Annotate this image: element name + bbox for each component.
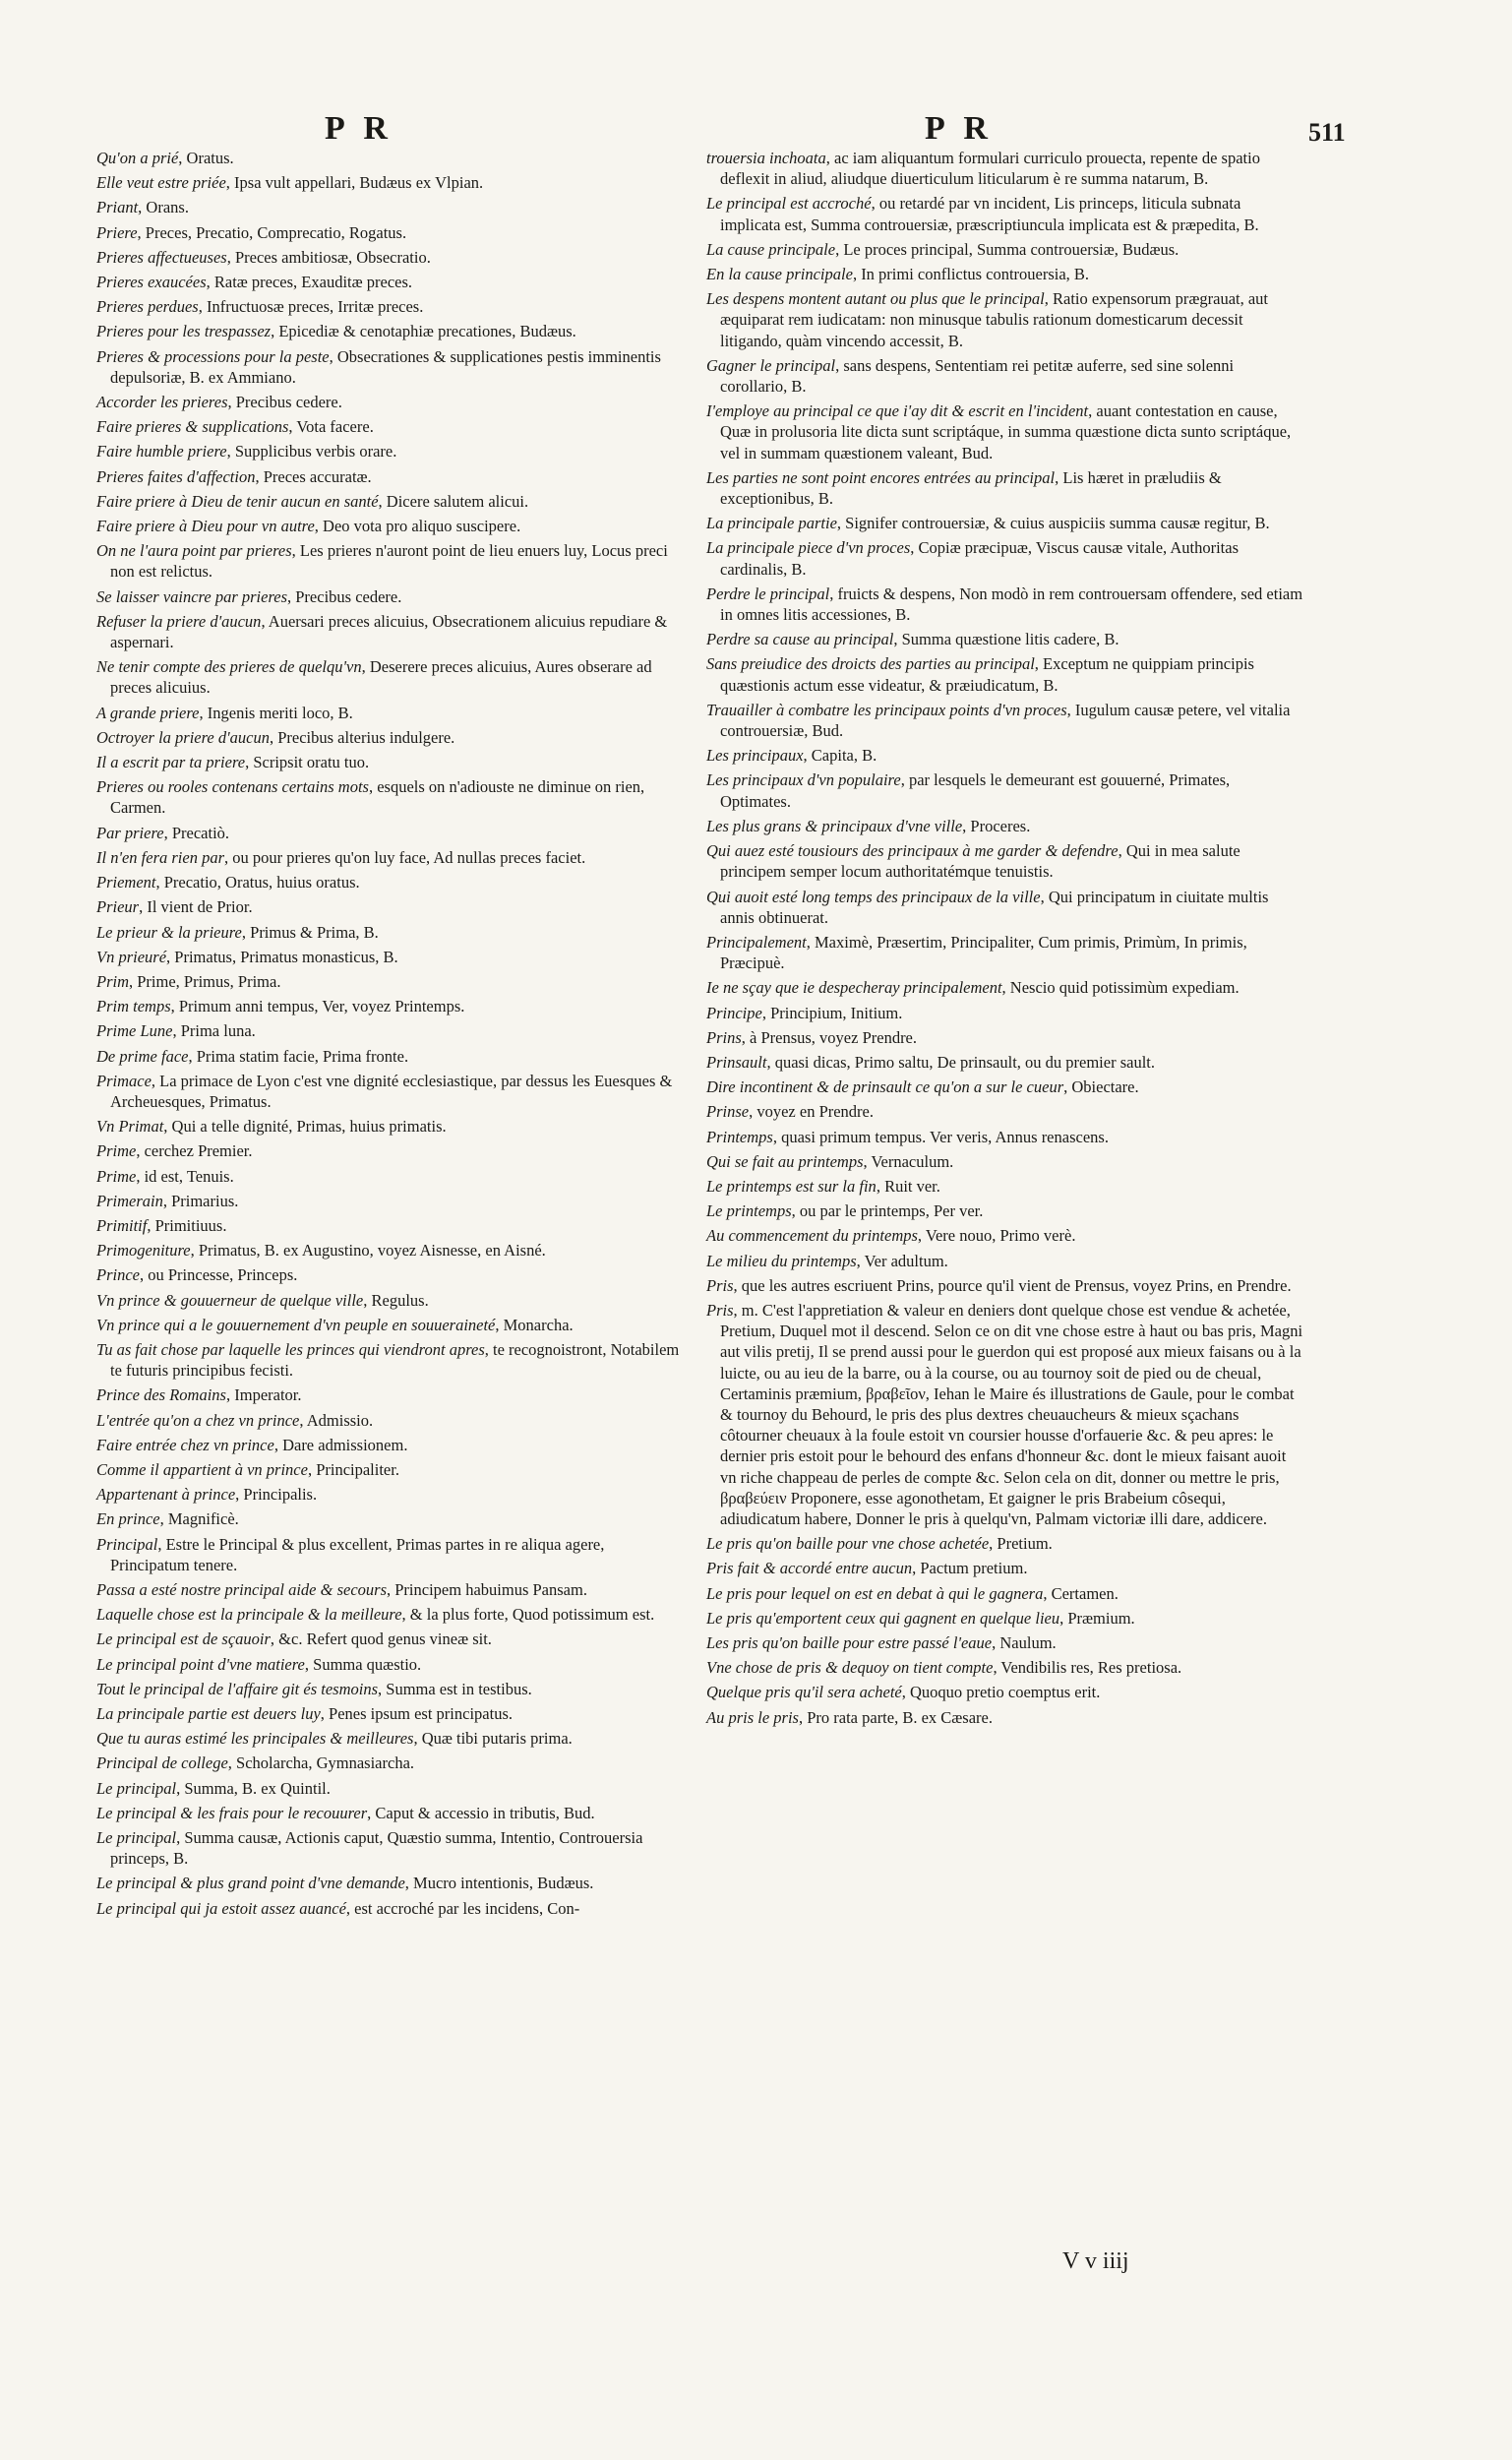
dictionary-entry: Perdre sa cause au principal, Summa quæstione litis cadere, B. [706, 630, 1119, 649]
dictionary-entry: Les parties ne sont point encores entrées au principal, Lis hæret in præludiis & exceptionibus, B. [706, 467, 1222, 509]
dictionary-entry: Le pris pour lequel on est en debat à qui le gagnera, Certamen. [706, 1583, 1119, 1603]
dictionary-entry: Prins, à Prensus, voyez Prendre. [706, 1027, 918, 1047]
dictionary-entry: Les principaux, Capita, B. [706, 746, 877, 766]
dictionary-entry: Tu as fait chose par laquelle les princes qui viendront apres, te recognoistront, Notabilem te futuris principibus fecisti. [96, 1339, 680, 1381]
dictionary-entry: Laquelle chose est la principale & la meilleure, & la plus forte, Quod potissimum est. [96, 1605, 655, 1625]
dictionary-entry: Priement, Precatio, Oratus, huius oratus. [96, 873, 360, 892]
dictionary-entry: Dire incontinent & de prinsault ce qu'on a sur le cueur, Obiectare. [706, 1077, 1139, 1097]
dictionary-entry: Ne tenir compte des prieres de quelqu'vn, Deserere preces alicuius, Aures obserare ad preces alicuius. [96, 657, 652, 698]
dictionary-entry: Primitif, Primitiuus. [96, 1215, 227, 1235]
dictionary-entry: Par priere, Precatiò. [96, 823, 230, 842]
dictionary-entry: Vn prieuré, Primatus, Primatus monasticus, B. [96, 947, 398, 966]
dictionary-entry: Le pris qu'emportent ceux qui gagnent en quelque lieu, Præmium. [706, 1608, 1135, 1628]
dictionary-entry: Prime Lune, Prima luna. [96, 1021, 256, 1041]
left-column [96, 148, 685, 1923]
dictionary-entry: Faire priere à Dieu pour vn autre, Deo vota pro aliquo suscipere. [96, 517, 521, 536]
dictionary-entry: Primerain, Primarius. [96, 1191, 239, 1210]
page-number: 511 [1308, 118, 1346, 147]
dictionary-entry: Vne chose de pris & dequoy on tient compte, Vendibilis res, Res pretiosa. [706, 1658, 1182, 1678]
dictionary-entry: Qu'on a prié, Oratus. [96, 149, 234, 167]
dictionary-entry: Il a escrit par ta priere, Scripsit oratu tuo. [96, 753, 370, 772]
dictionary-entry: Pris, m. C'est l'appretiation & valeur en deniers dont quelque chose est vendue & achetée, Pretium, Duquel mot il descend. Selon ce on dit vne chose estre à haut ou bas pris, Magni aut vilis pretij, Il se prend aussi pour le guerdon qui est proposé aux mieux faisans ou à la luicte, ou au ieu de la barre, ou à la course, ou au tournoy soit de pied ou de cheual, Certaminis præmium, βραβεῖον, Iehan le Maire és illustrations de Gaule, pour le combat & tournoy du Behourd, le pris des plus dextres cheuaucheurs & mieux sçachans côtourner cheuaux à la foule estoit vn coursier housse d'orfauerie &c. & peu apres: le dernier pris estoit pour le behourd des enfans d'honneur &c. dont le mieux faisant auoit vn riche chappeau de perles de compte &c. Selon cela on dit, donner ou mettre le pris, βραβεύειν Proponere, esse agonothetam, Et gaigner le pris Brabeium côsequi, adiudicatum habere, Donner le pris à quelqu'vn, Palmam victoriæ illi dare, addicere. [706, 1300, 1303, 1528]
dictionary-entry: Octroyer la priere d'aucun, Precibus alterius indulgere. [96, 727, 455, 747]
dictionary-entry: Gagner le principal, sans despens, Sententiam rei petitæ auferre, sed sine solenni corollario, B. [706, 355, 1235, 397]
running-head-right: P R [925, 110, 994, 147]
dictionary-entry: Les plus grans & principaux d'vne ville, Proceres. [706, 816, 1031, 835]
dictionary-entry: Principal, Estre le Principal & plus excellent, Primas partes in re aliqua agere, Principatum tenere. [96, 1534, 605, 1574]
dictionary-entry: Le printemps, ou par le printemps, Per ver. [706, 1201, 984, 1221]
dictionary-entry: Le pris qu'on baille pour vne chose achetée, Pretium. [706, 1534, 1053, 1554]
dictionary-entry: trouersia inchoata, ac iam aliquantum formulari curriculo prouecta, repente de spatio deflexit in aliud, aliudque diuerticulum liticularum è re summa natarum, B. [706, 149, 1260, 189]
dictionary-entry: Prinse, voyez en Prendre. [706, 1102, 875, 1122]
dictionary-entry: Prince, ou Princesse, Princeps. [96, 1265, 298, 1285]
dictionary-entry: Tout le principal de l'affaire git és tesmoins, Summa est in testibus. [96, 1679, 532, 1698]
dictionary-entry: Priere, Preces, Precatio, Comprecatio, Rogatus. [96, 222, 407, 242]
dictionary-entry: Le principal & les frais pour le recouurer, Caput & accessio in tributis, Bud. [96, 1803, 595, 1822]
dictionary-entry: Prim temps, Primum anni tempus, Ver, voyez Printemps. [96, 997, 465, 1016]
signature-mark: V v iiij [1062, 2248, 1129, 2274]
dictionary-entry: Pris, que les autres escriuent Prins, pource qu'il vient de Prensus, voyez Prins, en Prendre. [706, 1275, 1292, 1295]
right-column [706, 148, 1304, 1732]
dictionary-entry: Faire humble priere, Supplicibus verbis orare. [96, 442, 397, 461]
dictionary-entry: Faire priere à Dieu de tenir aucun en santé, Dicere salutem alicui. [96, 491, 529, 511]
dictionary-entry: Prieres ou rooles contenans certains mots, esquels on n'adiouste ne diminue on rien, Carmen. [96, 777, 645, 818]
dictionary-entry: Principal de college, Scholarcha, Gymnasiarcha. [96, 1753, 415, 1773]
dictionary-entry: Refuser la priere d'aucun, Auersari preces alicuius, Obsecrationem alicuius repudiare & aspernari. [96, 611, 668, 652]
dictionary-entry: Pris fait & accordé entre aucun, Pactum pretium. [706, 1559, 1028, 1578]
dictionary-entry: Prinsault, quasi dicas, Primo saltu, De prinsault, ou du premier sault. [706, 1052, 1155, 1072]
dictionary-entry: Les pris qu'on baille pour estre passé l'eaue, Naulum. [706, 1633, 1057, 1652]
dictionary-entry: Trauailler à combatre les principaux points d'vn proces, Iugulum causæ petere, vel vitalia controuersiæ, Bud. [706, 700, 1291, 741]
dictionary-entry: Le principal est de sçauoir, &c. Refert quod genus vineæ sit. [96, 1630, 492, 1649]
dictionary-entry: Comme il appartient à vn prince, Principaliter. [96, 1459, 399, 1479]
dictionary-entry: Prieres faites d'affection, Preces accuratæ. [96, 466, 372, 486]
dictionary-entry: Prime, cerchez Premier. [96, 1141, 253, 1161]
dictionary-entry: La cause principale, Le proces principal, Summa controuersiæ, Budæus. [706, 239, 1179, 259]
dictionary-entry: Qui se fait au printemps, Vernaculum. [706, 1151, 954, 1171]
dictionary-entry: Appartenant à prince, Principalis. [96, 1485, 318, 1505]
dictionary-entry: Priant, Orans. [96, 198, 189, 217]
dictionary-entry: Le principal est accroché, ou retardé par vn incident, Lis princeps, liticula subnata implicata est, Summa controuersiæ, præscriptiuncula implicata est & præpedita, B. [706, 194, 1259, 234]
dictionary-entry: Prime, id est, Tenuis. [96, 1166, 234, 1186]
dictionary-entry: Ie ne sçay que ie despecheray principalement, Nescio quid potissimùm expediam. [706, 978, 1240, 998]
dictionary-entry: Le prieur & la prieure, Primus & Prima, B. [96, 922, 379, 942]
dictionary-entry: Le milieu du printemps, Ver adultum. [706, 1251, 948, 1270]
dictionary-entry: Sans preiudice des droicts des parties au principal, Exceptum ne quippiam principis quæstionis actum esse videatur, & præiudicatum, B. [706, 654, 1254, 695]
dictionary-entry: Les despens montent autant ou plus que le principal, Ratio expensorum prægrauat, aut æquiparat rem iudicatam: non minusque tabulis rationum domesticarum decessit litigando, quàm vincendo accessit, B. [706, 289, 1269, 350]
dictionary-entry: Faire prieres & supplications, Vota facere. [96, 417, 374, 437]
dictionary-entry: La principale partie est deuers luy, Penes ipsum est principatus. [96, 1704, 513, 1723]
dictionary-entry: Prieres affectueuses, Preces ambitiosæ, Obsecratio. [96, 247, 431, 267]
dictionary-entry: De prime face, Prima statim facie, Prima fronte. [96, 1046, 409, 1066]
dictionary-entry: Printemps, quasi primum tempus. Ver veris, Annus renascens. [706, 1127, 1109, 1146]
dictionary-entry: En prince, Magnificè. [96, 1509, 239, 1529]
dictionary-entry: Au pris le pris, Pro rata parte, B. ex Cæsare. [706, 1707, 993, 1727]
dictionary-entry: Elle veut estre priée, Ipsa vult appellari, Budæus ex Vlpian. [96, 173, 484, 193]
dictionary-entry: Prim, Prime, Primus, Prima. [96, 971, 281, 991]
dictionary-entry: Perdre le principal, fruicts & despens, Non modò in rem controuersam offendere, sed etiam in omnes litis accessiones, B. [706, 584, 1303, 625]
dictionary-entry: Le printemps est sur la fin, Ruit ver. [706, 1176, 940, 1196]
dictionary-entry: A grande priere, Ingenis meriti loco, B. [96, 703, 353, 722]
dictionary-entry: La principale partie, Signifer controuersiæ, & cuius auspiciis summa causæ regitur, B. [706, 514, 1270, 533]
dictionary-entry: I'employe au principal ce que i'ay dit & escrit en l'incident, auant contestation en cause, Quæ in prolusoria lite dicta sunt scriptáque, in summa quæstione dicta sunto scriptáque, vel in summam quæstionem valeant, Bud. [706, 401, 1292, 462]
dictionary-entry: Le principal qui ja estoit assez auancé, est accroché par les incidens, Con- [96, 1898, 580, 1918]
dictionary-entry: Le principal, Summa, B. ex Quintil. [96, 1778, 331, 1798]
dictionary-entry: Prieres perdues, Infructuosæ preces, Irritæ preces. [96, 297, 424, 317]
dictionary-entry: La principale piece d'vn proces, Copiæ præcipuæ, Viscus causæ vitale, Authoritas cardinalis, B. [706, 538, 1240, 579]
dictionary-entry: Prieres pour les trespassez, Epicediæ & cenotaphiæ precationes, Budæus. [96, 322, 576, 341]
dictionary-entry: Vn prince & gouuerneur de quelque ville, Regulus. [96, 1290, 429, 1310]
dictionary-entry: Principalement, Maximè, Præsertim, Principaliter, Cum primis, Primùm, In primis, Præcipuè. [706, 932, 1247, 973]
dictionary-entry: Prince des Romains, Imperator. [96, 1385, 302, 1405]
dictionary-entry: Passa a esté nostre principal aide & secours, Principem habuimus Pansam. [96, 1579, 587, 1599]
dictionary-entry: En la cause principale, In primi conflictus controuersia, B. [706, 265, 1090, 284]
dictionary-entry: Le principal & plus grand point d'vne demande, Mucro intentionis, Budæus. [96, 1874, 594, 1893]
dictionary-entry: Primace, La primace de Lyon c'est vne dignité ecclesiastique, par dessus les Euesques & Archeuesques, Primatus. [96, 1071, 673, 1111]
dictionary-entry: Il n'en fera rien par, ou pour prieres qu'on luy face, Ad nullas preces faciet. [96, 847, 586, 867]
dictionary-entry: Prieres exaucées, Ratæ preces, Exauditæ preces. [96, 273, 413, 292]
dictionary-entry: Au commencement du printemps, Vere nouo, Primo verè. [706, 1226, 1076, 1246]
dictionary-entry: Prieur, Il vient de Prior. [96, 897, 253, 917]
dictionary-entry: Les principaux d'vn populaire, par lesquels le demeurant est gouuerné, Primates, Optimates. [706, 770, 1231, 811]
dictionary-entry: Qui auoit esté long temps des principaux de la ville, Qui principatum in ciuitate multis annis obtinuerat. [706, 887, 1269, 927]
dictionary-entry: Le principal, Summa causæ, Actionis caput, Quæstio summa, Intentio, Controuersia princeps, B. [96, 1828, 643, 1869]
dictionary-entry: Quelque pris qu'il sera acheté, Quoquo pretio coemptus erit. [706, 1683, 1101, 1702]
dictionary-entry: Prieres & processions pour la peste, Obsecrationes & supplicationes pestis imminentis depulsoriæ, B. ex Ammiano. [96, 346, 661, 387]
dictionary-entry: Qui auez esté tousiours des principaux à me garder & defendre, Qui in mea salute principem semper locum authoritatémque tenuistis. [706, 841, 1240, 882]
dictionary-entry: Principe, Principium, Initium. [706, 1003, 903, 1022]
dictionary-entry: On ne l'aura point par prieres, Les prieres n'auront point de lieu enuers luy, Locus preci non est relictus. [96, 541, 668, 582]
dictionary-entry: Primogeniture, Primatus, B. ex Augustino, voyez Aisnesse, en Aisné. [96, 1241, 546, 1261]
dictionary-entry: Que tu auras estimé les principales & meilleures, Quæ tibi putaris prima. [96, 1729, 573, 1749]
dictionary-entry: Se laisser vaincre par prieres, Precibus cedere. [96, 586, 402, 606]
dictionary-entry: Vn Primat, Qui a telle dignité, Primas, huius primatis. [96, 1117, 447, 1137]
dictionary-entry: L'entrée qu'on a chez vn prince, Admissio. [96, 1410, 374, 1430]
dictionary-entry: Faire entrée chez vn prince, Dare admissionem. [96, 1435, 408, 1454]
dictionary-entry: Accorder les prieres, Precibus cedere. [96, 393, 342, 412]
dictionary-entry: Vn prince qui a le gouuernement d'vn peuple en souueraineté, Monarcha. [96, 1315, 574, 1334]
running-head-left: P R [325, 110, 393, 147]
dictionary-entry: Le principal point d'vne matiere, Summa quæstio. [96, 1654, 422, 1674]
